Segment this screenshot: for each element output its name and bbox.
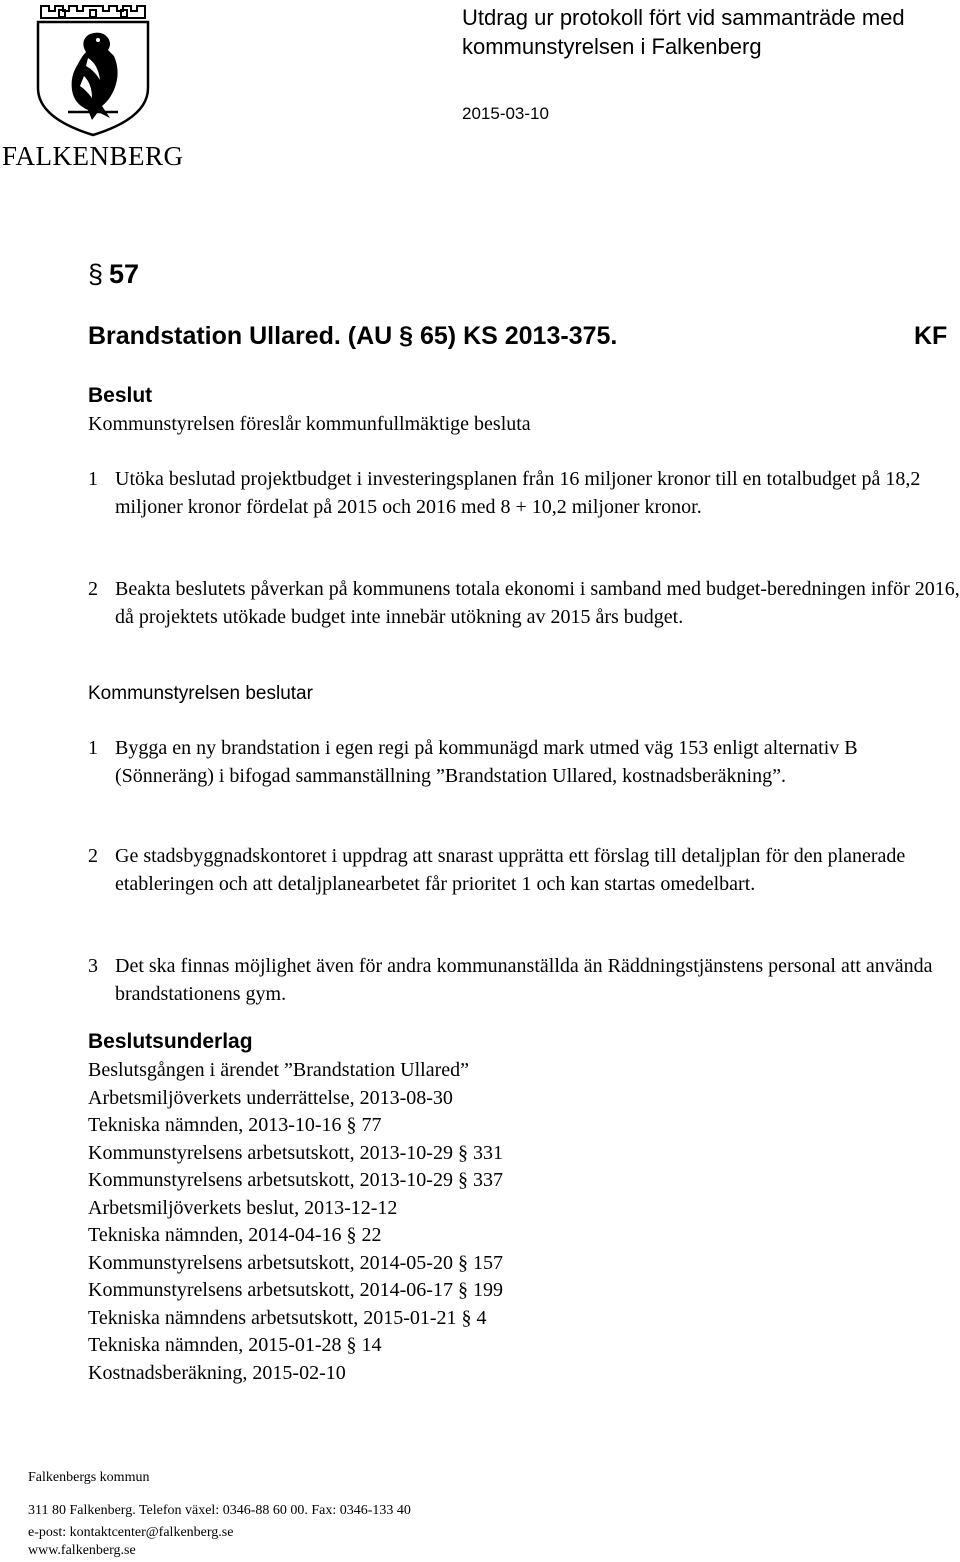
item-number: 2 (88, 845, 98, 867)
footer-email[interactable]: e-post: kontaktcenter@falkenberg.se (28, 1525, 234, 1540)
basis-item: Tekniska nämndens arbetsutskott, 2015-01-21 § 4 (88, 1306, 487, 1329)
basis-item: Tekniska nämnden, 2014-04-16 § 22 (88, 1224, 382, 1246)
falcon-coat-of-arms-icon (28, 0, 158, 138)
decides-intro: Kommunstyrelsen beslutar (88, 683, 313, 704)
item-text: Bygga en ny brandstation i egen regi på kommunägd mark utmed väg 153 enligt alternativ B (Sönneräng) i bifogad sammanställning ”Brandstation Ullared, kostnadsberäkning”. (115, 737, 858, 787)
item-text: Det ska finnas möjlighet även för andra kommunanställda än Räddningstjänstens personal att använda brandstationens gym. (115, 955, 933, 1005)
basis-heading: Beslutsunderlag (88, 1030, 253, 1053)
basis-item: Arbetsmiljöverkets underrättelse, 2013-08-30 (88, 1086, 453, 1109)
footer-address: 311 80 Falkenberg. Telefon växel: 0346-88 60 00. Fax: 0346-133 40 (28, 1503, 411, 1518)
basis-item: Kommunstyrelsens arbetsutskott, 2013-10-29 § 337 (88, 1169, 503, 1191)
decision-intro: Kommunstyrelsen föreslår kommunfullmäktige besluta (88, 413, 531, 435)
basis-item: Kostnadsberäkning, 2015-02-10 (88, 1361, 346, 1384)
proposal-item (88, 466, 960, 521)
basis-item: Kommunstyrelsens arbetsutskott, 2014-06-17 § 199 (88, 1279, 503, 1301)
footer-website[interactable]: www.falkenberg.se (28, 1543, 136, 1558)
item-number: 1 (88, 468, 98, 490)
item-number: 1 (88, 737, 98, 759)
case-tag: KF (914, 322, 948, 350)
item-text: Beakta beslutets påverkan på kommunens totala ekonomi i samband med budget-beredningen inför 2016, då projektets utökade budget inte innebär utökning av 2015 års budget. (115, 578, 960, 628)
basis-item: Beslutsgången i ärendet ”Brandstation Ullared” (88, 1059, 469, 1081)
meeting-date: 2015-03-10 (462, 104, 549, 123)
paragraph-number (88, 259, 139, 290)
paragraph-sign: § (88, 259, 104, 289)
municipality-wordmark: FALKENBERG (2, 141, 184, 171)
decision-item (88, 735, 960, 790)
item-text: Utöka beslutad projektbudget i investeringsplanen från 16 miljoner kronor till en totalbudget på 18,2 miljoner kronor fördelat på 2015 och 2016 med 8 + 10,2 miljoner kronor. (115, 468, 921, 518)
item-number: 3 (88, 955, 98, 977)
item-text: Ge stadsbyggnadskontoret i uppdrag att snarast upprätta ett förslag till detaljplan för den planerade etableringen och att detaljplanearbetet får prioritet 1 och kan startas omedelbart. (115, 845, 906, 895)
basis-list (88, 1057, 503, 1387)
header-title-line: Utdrag ur protokoll fört vid sammanträde med (462, 5, 905, 30)
decision-item (88, 953, 960, 1008)
basis-item: Tekniska nämnden, 2013-10-16 § 77 (88, 1114, 382, 1136)
basis-item: Kommunstyrelsens arbetsutskott, 2014-05-20 § 157 (88, 1251, 503, 1274)
decision-item (88, 843, 960, 898)
header-title-line: kommunstyrelsen i Falkenberg (462, 34, 762, 59)
proposal-item (88, 576, 960, 631)
paragraph-number-value: 57 (109, 259, 140, 289)
basis-item: Arbetsmiljöverkets beslut, 2013-12-12 (88, 1196, 398, 1219)
case-title: Brandstation Ullared. (AU § 65) KS 2013-375. (88, 322, 618, 350)
footer-org: Falkenbergs kommun (28, 1470, 150, 1485)
coat-of-arms-logo (28, 0, 158, 138)
item-number: 2 (88, 578, 98, 600)
basis-item: Tekniska nämnden, 2015-01-28 § 14 (88, 1334, 382, 1356)
basis-item: Kommunstyrelsens arbetsutskott, 2013-10-29 § 331 (88, 1141, 503, 1164)
document-header-title (462, 3, 905, 61)
decision-heading: Beslut (88, 384, 153, 407)
